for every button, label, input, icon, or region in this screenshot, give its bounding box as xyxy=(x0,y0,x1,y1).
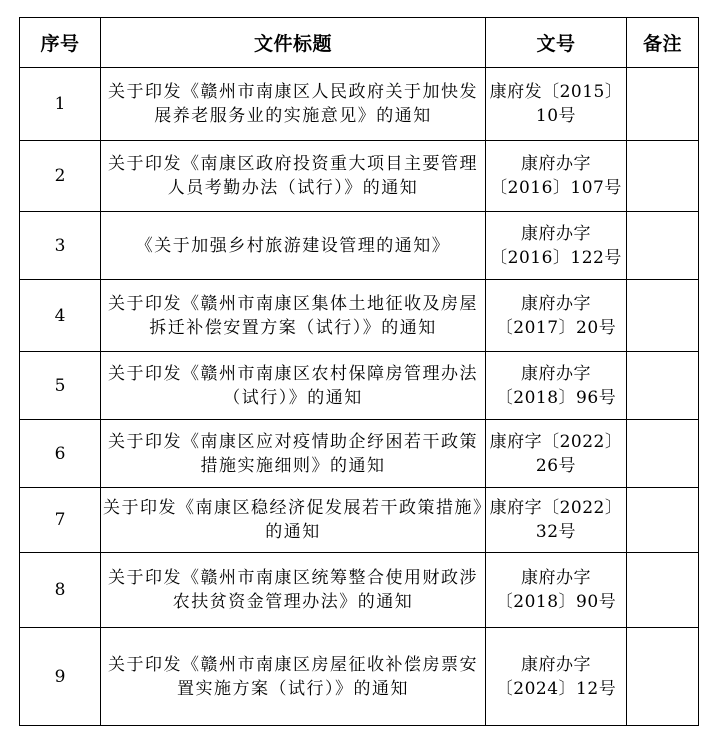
title-cell: 关于印发《赣州市南康区农村保障房管理办法（试行）》的通知 xyxy=(101,352,486,420)
seq-cell: 3 xyxy=(20,212,101,280)
seq-cell: 5 xyxy=(20,352,101,420)
doc-no-cell: 康府办字〔2016〕122号 xyxy=(486,212,627,280)
seq-cell: 9 xyxy=(20,628,101,726)
header-remark: 备注 xyxy=(627,18,699,68)
seq-cell: 4 xyxy=(20,280,101,352)
doc-no-cell: 康府字〔2022〕32号 xyxy=(486,488,627,553)
doc-no-cell: 康府字〔2022〕26号 xyxy=(486,420,627,488)
header-title: 文件标题 xyxy=(101,18,486,68)
table-row xyxy=(20,420,699,488)
seq-cell: 2 xyxy=(20,141,101,212)
remark-cell xyxy=(627,553,699,628)
seq-cell: 6 xyxy=(20,420,101,488)
title-cell: 《关于加强乡村旅游建设管理的通知》 xyxy=(101,212,486,280)
doc-no-cell: 康府办字〔2018〕90号 xyxy=(486,553,627,628)
table-row xyxy=(20,553,699,628)
table-row xyxy=(20,628,699,726)
doc-no-cell: 康府办字〔2018〕96号 xyxy=(486,352,627,420)
doc-no-cell: 康府办字〔2017〕20号 xyxy=(486,280,627,352)
remark-cell xyxy=(627,352,699,420)
remark-cell xyxy=(627,280,699,352)
seq-cell: 7 xyxy=(20,488,101,553)
doc-no-cell: 康府发〔2015〕10号 xyxy=(486,68,627,141)
table-row xyxy=(20,141,699,212)
doc-no-cell: 康府办字〔2016〕107号 xyxy=(486,141,627,212)
seq-cell: 1 xyxy=(20,68,101,141)
table-row xyxy=(20,352,699,420)
header-seq: 序号 xyxy=(20,18,101,68)
title-cell: 关于印发《南康区政府投资重大项目主要管理人员考勤办法（试行）》的通知 xyxy=(101,141,486,212)
remark-cell xyxy=(627,212,699,280)
remark-cell xyxy=(627,628,699,726)
seq-cell: 8 xyxy=(20,553,101,628)
remark-cell xyxy=(627,141,699,212)
table-row xyxy=(20,488,699,553)
title-cell: 关于印发《南康区应对疫情助企纾困若干政策措施实施细则》的通知 xyxy=(101,420,486,488)
table-row xyxy=(20,68,699,141)
title-cell: 关于印发《赣州市南康区统筹整合使用财政涉农扶贫资金管理办法》的通知 xyxy=(101,553,486,628)
remark-cell xyxy=(627,420,699,488)
document-table xyxy=(19,17,699,726)
title-cell: 关于印发《赣州市南康区人民政府关于加快发展养老服务业的实施意见》的通知 xyxy=(101,68,486,141)
remark-cell xyxy=(627,68,699,141)
remark-cell xyxy=(627,488,699,553)
table-row xyxy=(20,280,699,352)
doc-no-cell: 康府办字〔2024〕12号 xyxy=(486,628,627,726)
header-row xyxy=(20,18,699,68)
header-doc-no: 文号 xyxy=(486,18,627,68)
table-row xyxy=(20,212,699,280)
title-cell: 关于印发《南康区稳经济促发展若干政策措施》的通知 xyxy=(101,488,486,553)
title-cell: 关于印发《赣州市南康区集体土地征收及房屋拆迁补偿安置方案（试行）》的通知 xyxy=(101,280,486,352)
title-cell: 关于印发《赣州市南康区房屋征收补偿房票安置实施方案（试行）》的通知 xyxy=(101,628,486,726)
